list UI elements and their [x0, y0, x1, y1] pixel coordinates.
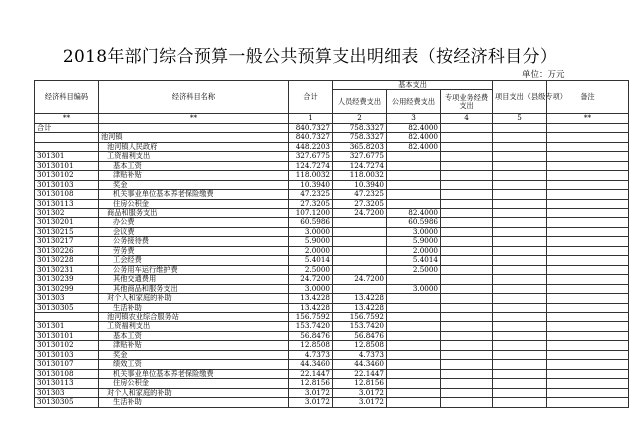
cell-personnel: 124.7274 — [333, 161, 387, 170]
cell-note — [547, 398, 629, 407]
cell-personnel: 3.0172 — [333, 388, 387, 397]
cell-note — [547, 199, 629, 208]
cell-code: 30130113 — [35, 199, 99, 208]
cell-special — [441, 322, 493, 331]
cell-project — [493, 227, 547, 236]
cell-personnel — [333, 218, 387, 227]
table-row — [35, 133, 629, 142]
cell-total: 2.0000 — [289, 246, 333, 255]
cell-note — [547, 246, 629, 255]
cell-code: 30130217 — [35, 237, 99, 246]
cell-personnel: 47.2325 — [333, 190, 387, 199]
cell-special — [441, 388, 493, 397]
cell-special — [441, 294, 493, 303]
cell-project — [493, 180, 547, 189]
index-cell: 2 — [333, 114, 387, 123]
cell-personnel — [333, 237, 387, 246]
cell-total: 60.5986 — [289, 218, 333, 227]
cell-special — [441, 369, 493, 378]
cell-total: 107.1200 — [289, 208, 333, 217]
header-personnel: 人员经费支出 — [333, 90, 387, 114]
table-row — [35, 322, 629, 331]
cell-public — [387, 369, 441, 378]
cell-public: 2.5000 — [387, 265, 441, 274]
cell-note — [547, 284, 629, 293]
cell-public: 5.9000 — [387, 237, 441, 246]
cell-note — [547, 208, 629, 217]
cell-project — [493, 171, 547, 180]
cell-personnel: 365.8203 — [333, 142, 387, 151]
cell-name: 奖金 — [99, 350, 289, 359]
cell-special — [441, 350, 493, 359]
header-name: 经济科目名称 — [99, 81, 289, 114]
header-project: 项目支出（县级专项） — [493, 81, 547, 114]
cell-special — [441, 256, 493, 265]
cell-note — [547, 256, 629, 265]
cell-code: 30130102 — [35, 341, 99, 350]
cell-note — [547, 312, 629, 321]
cell-project — [493, 237, 547, 246]
table-row — [35, 341, 629, 350]
cell-note — [547, 331, 629, 340]
cell-public: 82.4000 — [387, 123, 441, 132]
table-row — [35, 237, 629, 246]
table-row — [35, 123, 629, 132]
cell-public: 60.5986 — [387, 218, 441, 227]
cell-note — [547, 303, 629, 312]
cell-project — [493, 369, 547, 378]
cell-total: 327.6775 — [289, 152, 333, 161]
cell-project — [493, 246, 547, 255]
cell-code: 30130103 — [35, 350, 99, 359]
cell-public: 82.4000 — [387, 133, 441, 142]
cell-public — [387, 303, 441, 312]
cell-note — [547, 237, 629, 246]
cell-public: 2.0000 — [387, 246, 441, 255]
cell-personnel: 118.0032 — [333, 171, 387, 180]
unit-label: 单位：万元 — [522, 70, 565, 80]
cell-personnel: 758.3327 — [333, 123, 387, 132]
cell-name: 工资福利支出 — [99, 322, 289, 331]
cell-name: 劳务费 — [99, 246, 289, 255]
cell-note — [547, 227, 629, 236]
cell-name: 机关事业单位基本养老保险缴费 — [99, 369, 289, 378]
cell-public — [387, 379, 441, 388]
cell-project — [493, 341, 547, 350]
cell-total: 10.3940 — [289, 180, 333, 189]
cell-name: 会议费 — [99, 227, 289, 236]
cell-project — [493, 312, 547, 321]
cell-personnel: 13.4228 — [333, 294, 387, 303]
cell-public — [387, 398, 441, 407]
cell-personnel — [333, 227, 387, 236]
cell-total: 3.0172 — [289, 398, 333, 407]
cell-personnel: 327.6775 — [333, 152, 387, 161]
cell-special — [441, 152, 493, 161]
cell-note — [547, 275, 629, 284]
header-total: 合计 — [289, 81, 333, 114]
cell-personnel: 4.7373 — [333, 350, 387, 359]
cell-public — [387, 190, 441, 199]
cell-public: 82.4000 — [387, 142, 441, 151]
cell-total: 840.7327 — [289, 123, 333, 132]
index-cell: 3 — [387, 114, 441, 123]
table-row — [35, 379, 629, 388]
cell-project — [493, 190, 547, 199]
cell-total: 12.8508 — [289, 341, 333, 350]
cell-code: 30130108 — [35, 369, 99, 378]
cell-note — [547, 360, 629, 369]
cell-name: 基本工资 — [99, 161, 289, 170]
cell-note — [547, 322, 629, 331]
cell-special — [441, 218, 493, 227]
cell-name: 住房公积金 — [99, 379, 289, 388]
cell-name: 住房公积金 — [99, 199, 289, 208]
cell-personnel: 24.7200 — [333, 208, 387, 217]
cell-note — [547, 180, 629, 189]
cell-personnel: 758.3327 — [333, 133, 387, 142]
cell-total: 3.0172 — [289, 388, 333, 397]
cell-note — [547, 218, 629, 227]
cell-public: 3.0000 — [387, 284, 441, 293]
cell-note — [547, 142, 629, 151]
cell-special — [441, 341, 493, 350]
cell-code: 30130201 — [35, 218, 99, 227]
cell-special — [441, 171, 493, 180]
index-row — [35, 114, 629, 123]
cell-special — [441, 180, 493, 189]
table-row — [35, 275, 629, 284]
cell-project — [493, 123, 547, 132]
cell-code: 30130108 — [35, 190, 99, 199]
cell-project — [493, 256, 547, 265]
cell-name: 工资福利支出 — [99, 152, 289, 161]
cell-special — [441, 227, 493, 236]
cell-total: 118.0032 — [289, 171, 333, 180]
cell-code: 301303 — [35, 388, 99, 397]
cell-personnel — [333, 256, 387, 265]
cell-special — [441, 360, 493, 369]
cell-personnel: 27.3205 — [333, 199, 387, 208]
cell-name: 公务接待费 — [99, 237, 289, 246]
cell-name: 对个人和家庭的补助 — [99, 294, 289, 303]
cell-name: 其他商品和服务支出 — [99, 284, 289, 293]
cell-code: 30130299 — [35, 284, 99, 293]
header-special: 专项业务经费支出 — [441, 90, 493, 114]
cell-total: 5.9000 — [289, 237, 333, 246]
cell-total: 448.2203 — [289, 142, 333, 151]
header-code: 经济科目编码 — [35, 81, 99, 114]
cell-code: 30130103 — [35, 180, 99, 189]
cell-note — [547, 190, 629, 199]
table-row — [35, 171, 629, 180]
cell-name: 绩效工资 — [99, 360, 289, 369]
cell-total: 3.0000 — [289, 284, 333, 293]
cell-name: 生活补助 — [99, 398, 289, 407]
cell-special — [441, 303, 493, 312]
cell-total: 156.7592 — [289, 312, 333, 321]
cell-total: 840.7327 — [289, 133, 333, 142]
cell-total: 47.2325 — [289, 190, 333, 199]
cell-name: 工会经费 — [99, 256, 289, 265]
cell-project — [493, 398, 547, 407]
cell-project — [493, 133, 547, 142]
cell-project — [493, 218, 547, 227]
cell-code: 30130239 — [35, 275, 99, 284]
cell-special — [441, 246, 493, 255]
cell-project — [493, 303, 547, 312]
cell-project — [493, 379, 547, 388]
cell-total: 5.4014 — [289, 256, 333, 265]
cell-project — [493, 142, 547, 151]
cell-project — [493, 331, 547, 340]
cell-code: 30130305 — [35, 398, 99, 407]
cell-total: 153.7420 — [289, 322, 333, 331]
cell-code: 30130113 — [35, 379, 99, 388]
cell-name: 机关事业单位基本养老保险缴费 — [99, 190, 289, 199]
cell-personnel: 44.3460 — [333, 360, 387, 369]
cell-personnel: 10.3940 — [333, 180, 387, 189]
page-title: 2018年部门综合预算一般公共预算支出明细表（按经济科目分） — [62, 47, 558, 67]
index-cell: 1 — [289, 114, 333, 123]
table-row — [35, 398, 629, 407]
cell-public — [387, 350, 441, 359]
cell-public: 5.4014 — [387, 256, 441, 265]
cell-name: 津贴补贴 — [99, 341, 289, 350]
index-cell: 5 — [493, 114, 547, 123]
budget-table — [34, 80, 629, 408]
cell-project — [493, 199, 547, 208]
table-row — [35, 294, 629, 303]
cell-note — [547, 369, 629, 378]
cell-special — [441, 123, 493, 132]
cell-total: 13.4228 — [289, 303, 333, 312]
cell-name: 津贴补贴 — [99, 171, 289, 180]
cell-special — [441, 208, 493, 217]
cell-project — [493, 161, 547, 170]
cell-name: 生活补助 — [99, 303, 289, 312]
cell-total: 4.7373 — [289, 350, 333, 359]
cell-project — [493, 152, 547, 161]
cell-total: 22.1447 — [289, 369, 333, 378]
cell-project — [493, 388, 547, 397]
cell-public: 3.0000 — [387, 227, 441, 236]
cell-code: 301301 — [35, 152, 99, 161]
cell-name: 池河镇 — [99, 133, 289, 142]
header-row-1 — [35, 81, 629, 90]
cell-code: 301303 — [35, 294, 99, 303]
index-cell: ** — [35, 114, 99, 123]
cell-public — [387, 294, 441, 303]
cell-code: 30130231 — [35, 265, 99, 274]
cell-personnel: 22.1447 — [333, 369, 387, 378]
cell-note — [547, 341, 629, 350]
cell-public — [387, 331, 441, 340]
cell-total: 13.4228 — [289, 294, 333, 303]
cell-special — [441, 133, 493, 142]
cell-public — [387, 152, 441, 161]
cell-total: 44.3460 — [289, 360, 333, 369]
cell-personnel — [333, 246, 387, 255]
table-row — [35, 190, 629, 199]
cell-code: 301301 — [35, 322, 99, 331]
cell-special — [441, 331, 493, 340]
table-row — [35, 256, 629, 265]
cell-public — [387, 341, 441, 350]
cell-project — [493, 208, 547, 217]
cell-name: 其他交通费用 — [99, 275, 289, 284]
cell-special — [441, 190, 493, 199]
cell-special — [441, 199, 493, 208]
cell-name: 奖金 — [99, 180, 289, 189]
cell-total: 3.0000 — [289, 227, 333, 236]
cell-project — [493, 275, 547, 284]
cell-public — [387, 322, 441, 331]
index-cell: ** — [99, 114, 289, 123]
header-basic: 基本支出 — [333, 81, 493, 90]
cell-name: 池河镇人民政府 — [99, 142, 289, 151]
cell-note — [547, 294, 629, 303]
cell-project — [493, 350, 547, 359]
cell-name: 公务用车运行维护费 — [99, 265, 289, 274]
cell-project — [493, 360, 547, 369]
cell-special — [441, 379, 493, 388]
cell-note — [547, 388, 629, 397]
index-cell: ** — [547, 114, 629, 123]
cell-code: 301302 — [35, 208, 99, 217]
cell-code: 30130101 — [35, 331, 99, 340]
cell-note — [547, 171, 629, 180]
cell-note — [547, 265, 629, 274]
cell-public — [387, 312, 441, 321]
cell-name: 办公费 — [99, 218, 289, 227]
cell-special — [441, 237, 493, 246]
cell-special — [441, 265, 493, 274]
cell-name: 基本工资 — [99, 331, 289, 340]
cell-project — [493, 294, 547, 303]
cell-personnel: 3.0172 — [333, 398, 387, 407]
table-row — [35, 152, 629, 161]
header-public: 公用经费支出 — [387, 90, 441, 114]
cell-code: 30130226 — [35, 246, 99, 255]
cell-note — [547, 133, 629, 142]
cell-project — [493, 284, 547, 293]
table-row — [35, 360, 629, 369]
cell-special — [441, 312, 493, 321]
cell-special — [441, 142, 493, 151]
cell-total: 2.5000 — [289, 265, 333, 274]
cell-public — [387, 360, 441, 369]
cell-project — [493, 322, 547, 331]
cell-name: 池河镇农业综合服务站 — [99, 312, 289, 321]
cell-public — [387, 275, 441, 284]
cell-public — [387, 161, 441, 170]
cell-name — [99, 123, 289, 132]
cell-total: 56.8476 — [289, 331, 333, 340]
cell-personnel: 24.7200 — [333, 275, 387, 284]
cell-project — [493, 265, 547, 274]
cell-code — [35, 133, 99, 142]
cell-public — [387, 171, 441, 180]
cell-public — [387, 180, 441, 189]
cell-code: 30130102 — [35, 171, 99, 180]
cell-code: 30130107 — [35, 360, 99, 369]
cell-personnel: 156.7592 — [333, 312, 387, 321]
cell-personnel: 56.8476 — [333, 331, 387, 340]
cell-code: 30130215 — [35, 227, 99, 236]
cell-note — [547, 152, 629, 161]
cell-note — [547, 123, 629, 132]
cell-note — [547, 379, 629, 388]
cell-name: 商品和服务支出 — [99, 208, 289, 217]
cell-special — [441, 161, 493, 170]
cell-note — [547, 350, 629, 359]
table-row — [35, 218, 629, 227]
cell-total: 12.8156 — [289, 379, 333, 388]
cell-total: 124.7274 — [289, 161, 333, 170]
cell-name: 对个人和家庭的补助 — [99, 388, 289, 397]
cell-code: 30130305 — [35, 303, 99, 312]
cell-public — [387, 388, 441, 397]
cell-personnel: 153.7420 — [333, 322, 387, 331]
cell-note — [547, 161, 629, 170]
cell-personnel: 12.8508 — [333, 341, 387, 350]
index-cell: 4 — [441, 114, 493, 123]
cell-code: 30130101 — [35, 161, 99, 170]
cell-special — [441, 284, 493, 293]
cell-code: 30130228 — [35, 256, 99, 265]
header-note: 备注 — [547, 81, 629, 114]
cell-personnel: 12.8156 — [333, 379, 387, 388]
cell-special — [441, 275, 493, 284]
cell-total: 27.3205 — [289, 199, 333, 208]
cell-public: 82.4000 — [387, 208, 441, 217]
cell-total: 24.7200 — [289, 275, 333, 284]
cell-special — [441, 398, 493, 407]
cell-personnel: 13.4228 — [333, 303, 387, 312]
cell-code: 合计 — [35, 123, 99, 132]
